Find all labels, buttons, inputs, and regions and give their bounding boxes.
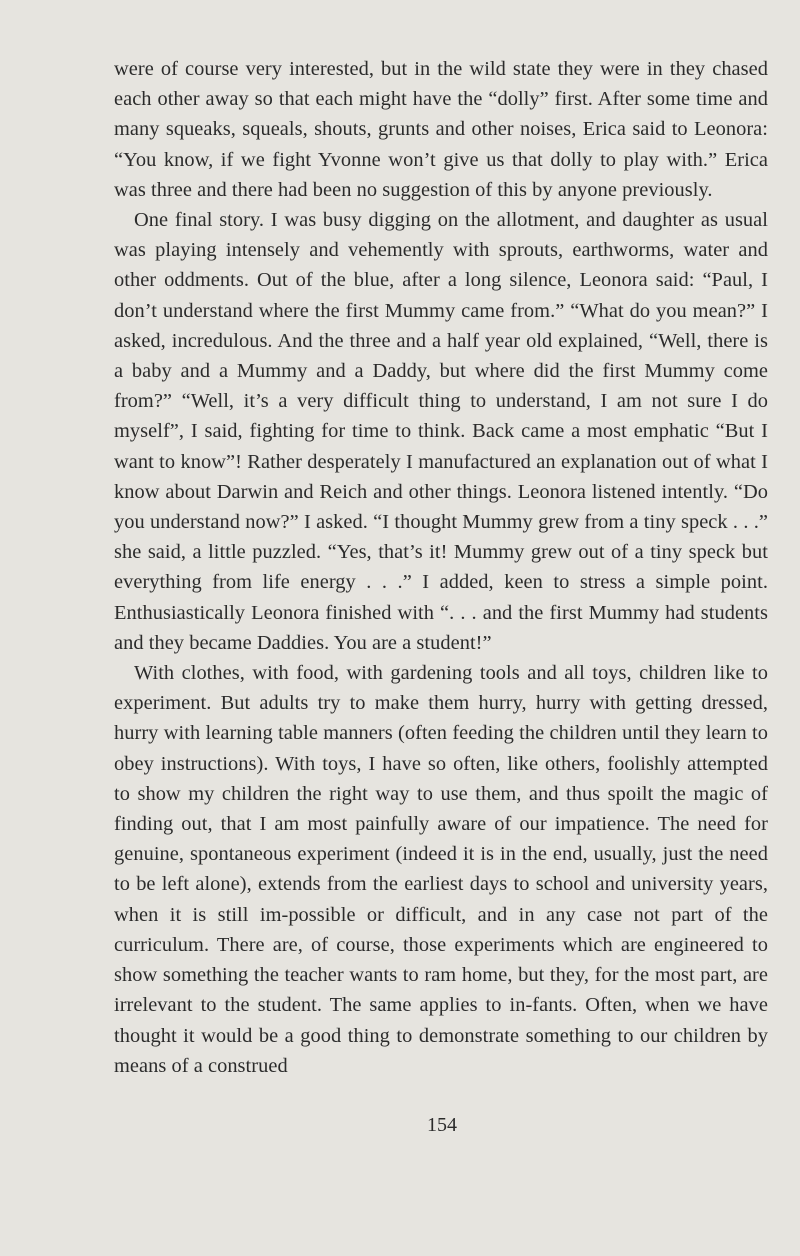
paragraph-2: One final story. I was busy digging on the allotment, and daughter as usual was playing intensely and vehemently with sprouts, earthworms, water and other oddments. Out of the blue, after a long silence, Leonora said: “Paul, I don’t understand where the first Mummy came from.” “What do you mean?” I asked, incredulous. And the three and a half year old explained, “Well, there is a baby and a Mummy and a Daddy, but where did the first Mummy come from?” “Well, it’s a very difficult thing to understand, I am not sure I do myself”, I said, fighting for time to think. Back came a most emphatic “But I want to know”! Rather desperately I manufactured an explanation out of what I know about Darwin and Reich and other things. Leonora listened intently. “Do you understand now?” I asked. “I thought Mummy grew from a tiny speck . . .” she said, a little puzzled. “Yes, that’s it! Mummy grew out of a tiny speck but everything from life energy . . .” I added, keen to stress a simple point. Enthusiastically Leonora finished with “. . . and the first Mummy had students and they became Daddies. You are a student!” xyxy=(114,209,768,654)
paragraph-1: were of course very interested, but in the wild state they were in they chased each other away so that each might have the “dolly” first. After some time and many squeaks, squeals, shouts, grunts and other noises, Erica said to Leonora: “You know, if we fight Yvonne won’t give us that dolly to play with.” Erica was three and there had been no suggestion of this by anyone previously. xyxy=(114,58,768,201)
paragraph-3: With clothes, with food, with gardening tools and all toys, children like to experiment. But adults try to make them hurry, hurry with getting dressed, hurry with learning table manners (often feeding the children until they learn to obey instructions). With toys, I have so often, like others, foolishly attempted to show my children the right way to use them, and thus spoilt the magic of finding out, that I am most painfully aware of our impatience. The need for genuine, spontaneous experiment (indeed it is in the end, usually, just the need to be left alone), extends from the earliest days to school and university years, when it is still im-possible or difficult, and in any case not part of the curriculum. There are, of course, those experiments which are engineered to show something the teacher wants to ram home, but they, for the most part, are irrelevant to the student. The same applies to in-fants. Often, when we have thought it would be a good thing to demonstrate something to our children by means of a construed xyxy=(114,662,768,1077)
page-number: 154 xyxy=(427,1114,457,1136)
body-text xyxy=(114,54,768,1081)
